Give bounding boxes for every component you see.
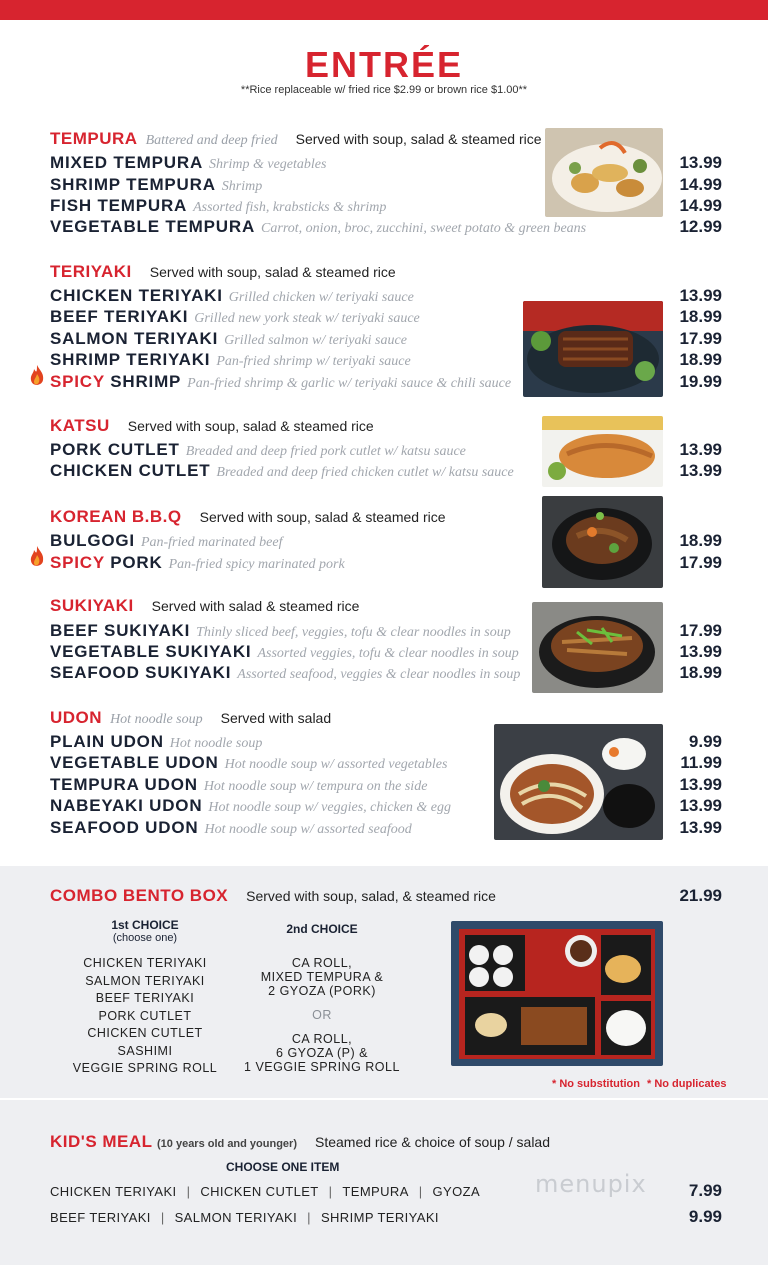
item-price: 13.99 [679, 461, 722, 480]
tempura-photo [545, 128, 663, 217]
item-price: 13.99 [679, 818, 722, 837]
kids-age-note: (10 years old and younger) [157, 1138, 297, 1150]
item-price: 17.99 [679, 621, 722, 640]
category-note: Battered and deep fried [145, 133, 278, 148]
item-price: 14.99 [679, 196, 722, 215]
sukiyaki-photo [532, 602, 663, 693]
spicy-flame-icon [28, 545, 46, 569]
menu-item: BEEF SUKIYAKI Thinly sliced beef, veggies, tofu & clear noodles in soup [50, 621, 511, 640]
category-title: SUKIYAKI [50, 596, 134, 615]
udon-photo [494, 724, 663, 840]
category-note: Hot noodle soup [110, 712, 203, 727]
item-price: 19.99 [679, 372, 722, 391]
served-with: Served with soup, salad, & steamed rice [246, 888, 496, 904]
second-choice-heading: 2nd CHOICE [286, 922, 358, 936]
no-substitution-note: * No substitution [552, 1078, 640, 1090]
teriyaki-header [50, 262, 396, 283]
menu-item: SEAFOOD SUKIYAKI Assorted seafood, veggies & clear noodles in soup [50, 663, 521, 682]
category-title: KOREAN B.B.Q [50, 507, 182, 526]
served-with: Steamed rice & choice of soup / salad [314, 1134, 551, 1150]
menu-item: SHRIMP TERIYAKI Pan-fried shrimp w/ teriyaki sauce [50, 350, 411, 369]
bento-photo [451, 921, 663, 1066]
menu-item: BULGOGI Pan-fried marinated beef [50, 531, 283, 550]
served-with: Served with soup, salad & steamed rice [295, 131, 542, 147]
menu-item: VEGETABLE TEMPURA Carrot, onion, broc, zucchini, sweet potato & green beans [50, 217, 587, 236]
menu-item: MIXED TEMPURA Shrimp & vegetables [50, 153, 327, 172]
menu-item: SHRIMP TEMPURA Shrimp [50, 175, 263, 194]
choose-one-label: CHOOSE ONE ITEM [226, 1160, 340, 1174]
menu-item: TEMPURA UDON Hot noodle soup w/ tempura on the side [50, 775, 428, 794]
served-with: Served with soup, salad & steamed rice [199, 509, 446, 525]
korean-bbq-photo [542, 496, 663, 588]
item-price: 14.99 [679, 175, 722, 194]
second-choice-list: CA ROLL, MIXED TEMPURA & 2 GYOZA (PORK) OR CA ROLL, 6 GYOZA (P) & 1 VEGGIE SPRING ROLL [244, 956, 400, 1074]
item-price: 18.99 [679, 350, 722, 369]
item-price: 13.99 [679, 440, 722, 459]
category-title: UDON [50, 708, 103, 727]
menu-item: BEEF TERIYAKI Grilled new york steak w/ teriyaki sauce [50, 307, 420, 326]
sukiyaki-header [50, 596, 359, 617]
category-title: KID'S MEAL [50, 1132, 153, 1151]
served-with: Served with soup, salad & steamed rice [149, 264, 396, 280]
menu-item: SPICY PORK Pan-fried spicy marinated pork [50, 553, 345, 572]
kids-header [50, 1132, 550, 1154]
katsu-header [50, 416, 374, 437]
menu-item: VEGETABLE SUKIYAKI Assorted veggies, tofu & clear noodles in soup [50, 642, 519, 661]
menu-item: FISH TEMPURA Assorted fish, krabsticks & shrimp [50, 196, 387, 215]
category-title: COMBO BENTO BOX [50, 886, 229, 905]
menu-item: PLAIN UDON Hot noodle soup [50, 732, 263, 751]
menu-item: NABEYAKI UDON Hot noodle soup w/ veggies, chicken & egg [50, 796, 452, 815]
item-price: 12.99 [679, 217, 722, 236]
item-price: 18.99 [679, 663, 722, 682]
category-title: KATSU [50, 416, 110, 435]
menu-item: PORK CUTLET Breaded and deep fried pork cutlet w/ katsu sauce [50, 440, 466, 459]
menu-item: SALMON TERIYAKI Grilled salmon w/ teriyaki sauce [50, 329, 407, 348]
top-red-bar [0, 0, 768, 20]
menu-item: SEAFOOD UDON Hot noodle soup w/ assorted seafood [50, 818, 412, 837]
katsu-photo [542, 416, 663, 487]
item-price: 13.99 [679, 286, 722, 305]
kids-row-1: CHICKEN TERIYAKI | CHICKEN CUTLET | TEMPURA | GYOZA [50, 1184, 481, 1199]
served-with: Served with salad & steamed rice [151, 598, 360, 614]
category-title: TEMPURA [50, 129, 138, 148]
rice-note: **Rice replaceable w/ fried rice $2.99 or brown rice $1.00** [240, 84, 528, 96]
item-price: 13.99 [679, 642, 722, 661]
menu-item: CHICKEN CUTLET Breaded and deep fried chicken cutlet w/ katsu sauce [50, 461, 514, 480]
first-choice-list: CHICKEN TERIYAKI SALMON TERIYAKI BEEF TERIYAKI PORK CUTLET CHICKEN CUTLET SASHIMI VEGGIE SPRING ROLL [72, 956, 218, 1075]
no-duplicates-note: * No duplicates [647, 1078, 727, 1090]
served-with: Served with salad [220, 710, 332, 726]
udon-header [50, 708, 331, 730]
item-price: 13.99 [679, 153, 722, 172]
kids-price-1: 7.99 [688, 1181, 722, 1200]
kids-row-2: BEEF TERIYAKI | SALMON TERIYAKI | SHRIMP TERIYAKI [50, 1210, 439, 1225]
item-price: 18.99 [679, 307, 722, 326]
spicy-flame-icon [28, 364, 46, 388]
item-price: 9.99 [688, 732, 722, 751]
menu-item: VEGETABLE UDON Hot noodle soup w/ assorted vegetables [50, 753, 448, 772]
item-price: 17.99 [679, 553, 722, 572]
watermark-text: menupix [535, 1170, 647, 1198]
item-price: 18.99 [679, 531, 722, 550]
menu-item: CHICKEN TERIYAKI Grilled chicken w/ teriyaki sauce [50, 286, 414, 305]
category-title: TERIYAKI [50, 262, 132, 281]
first-choice-heading: 1st CHOICE (choose one) [111, 918, 179, 944]
teriyaki-photo [523, 301, 663, 397]
tempura-header [50, 129, 542, 151]
item-price: 17.99 [679, 329, 722, 348]
korean-bbq-header [50, 507, 446, 528]
menu-item: SPICY SHRIMP Pan-fried shrimp & garlic w/ teriyaki sauce & chili sauce [50, 372, 512, 391]
page-title: ENTRÉE [304, 44, 464, 85]
item-price: 13.99 [679, 796, 722, 815]
combo-price: 21.99 [679, 886, 722, 905]
combo-header [50, 886, 496, 907]
item-price: 11.99 [680, 753, 722, 772]
item-price: 13.99 [679, 775, 722, 794]
served-with: Served with soup, salad & steamed rice [127, 418, 374, 434]
kids-price-2: 9.99 [688, 1207, 722, 1226]
